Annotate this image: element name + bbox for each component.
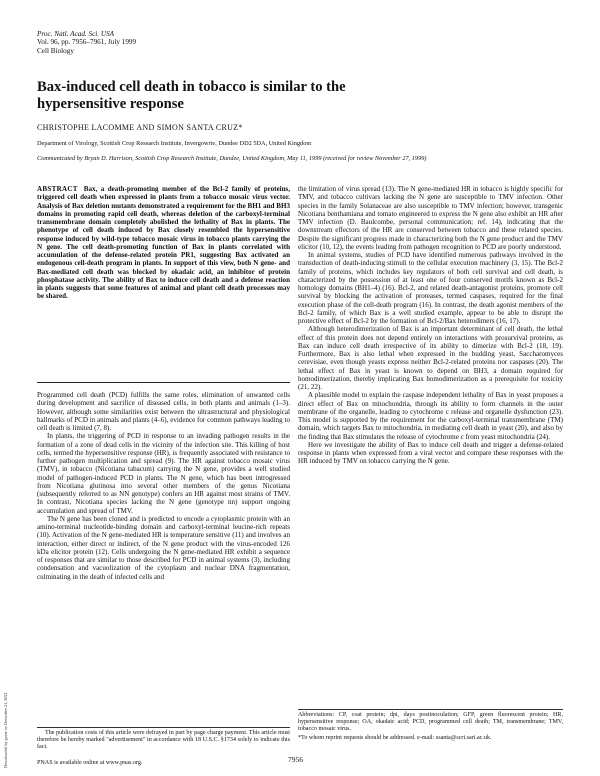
right-column-body xyxy=(298,185,563,466)
correspondence-text: *To whom reprint requests should be addressed. e-mail: ssanta@scri.sari.ac.uk. xyxy=(298,734,492,741)
journal-volume: Vol. 96, pp. 7956–7961, July 1999 xyxy=(37,38,137,47)
paragraph: In animal systems, studies of PCD have identified numerous pathways involved in the transduction of death-inducing stimuli to the cellular execution machinery (3, 15). The Bcl-2 family of proteins, which includes key regulators of both cell survival and cell death, is characterized by the possession of at least one of four conserved motifs known as Bcl-2 homology domains (BH1–4) (16). Bcl-2, and related death-antagonist proteins, promote cell survival by blocking the activation of proteases, termed caspases, required for the final execution phase of the cell-death program (16). In contrast, the death agonist members of the Bcl-2 family, of which Bax is a well studied example, appear to be able to disrupt the protective effect of Bcl-2 by the formation of Bcl-2/Bax heterodimers (16, 17). xyxy=(298,251,563,325)
abstract-divider xyxy=(37,382,290,383)
left-column-body xyxy=(37,391,290,581)
journal-name: Proc. Natl. Acad. Sci. USA xyxy=(37,30,115,38)
authors: CHRISTOPHE LACOMME AND SIMON SANTA CRUZ* xyxy=(37,123,243,132)
paragraph: A plausible model to explain the caspase independent lethality of Bax in yeast proposes a direct effect of Bax on mitochondria, through its ability to form channels in the outer membrane of the organelle, leading to cytochrome c release and organelle dysfunction (23). This model is supported by the requirement for the carboxyl-terminal transmembrane (TM) domain, which targets Bax to mitochondria, in mediating cell death in yeast (20), and also by the finding that Bax stimulates the release of cytochrome c from yeast mitochondria (24). xyxy=(298,391,563,441)
footnote-divider-left xyxy=(37,727,290,728)
abstract xyxy=(37,185,290,301)
pnas-online-note: PNAS is available online at www.pnas.org. xyxy=(37,760,143,766)
communicated-by: Communicated by Bryan D. Harrison, Scottish Crop Research Institute, Dundee, United Kingdom, May 11, 1999 (received for review November 27, 1999) xyxy=(37,155,427,162)
download-watermark xyxy=(3,640,11,770)
abstract-text: Bax, a death-promoting member of the Bcl-2 family of proteins, triggered cell death when expressed in plants from a tobacco mosaic virus vector. Analysis of Bax deletion mutants demonstrated a requirement for the BH1 and BH3 domains in promoting rapid cell death, whereas deletion of the carboxyl-terminal transmembrane domain completely abolished the lethality of Bax in plants. The phenotype of cell death induced by Bax closely resembled the hypersensitive response induced by wild-type tobacco mosaic virus in tobacco plants carrying the N gene. The cell death-promoting function of Bax in plants correlated with accumulation of the defense-related protein PR1, suggesting Bax activated an endogenous cell-death program in plants. In support of this view, both N gene- and Bax-mediated cell death was blocked by okadaic acid, an inhibitor of protein phosphatase activity. The ability of Bax to induce cell death and a defense reaction in plants suggests that some features of animal and plant cell death processes may be shared. xyxy=(37,185,290,301)
affiliation: Department of Virology, Scottish Crop Research Institute, Invergowrie, Dundee DD2 5DA, United Kingdom xyxy=(37,140,312,147)
page-number: 7956 xyxy=(288,755,303,764)
download-watermark-text: Downloaded by guest on December 21, 2021 xyxy=(3,692,8,768)
paragraph: Here we investigate the ability of Bax to induce cell death and trigger a defense-related response in plants when expressed from a viral vector and compare these responses with the HR induced by TMV on tobacco carrying the N gene. xyxy=(298,440,563,466)
paragraph: The N gene has been cloned and is predicted to encode a cytoplasmic protein with an amino-terminal nucleotide-binding domain and carboxyl-terminal leucine-rich repeats (10). Activation of the N gene-mediated HR is temperature sensitive (11) and involves an interaction, either direct or indirect, of the N gene product with the virus-encoded 126 kDa elicitor protein (12). Cells undergoing the N gene-mediated HR exhibit a sequence of responses that are similar to those described for PCD in animal systems (3), including condensation and vacuolization of the cytoplasm and nuclear DNA fragmentation, culminating in the death of infected cells and xyxy=(37,514,290,581)
abbreviations-text: Abbreviations: CP, coat protein; dpi, days postinoculation; GFP, green fluorescent protein; HR, hypersensitive response; OA, okadaic acid; PCD, programmed cell death; TM, transmembrane; TMV, tobacco mosaic virus. xyxy=(298,712,563,733)
paragraph: the limitation of virus spread (13). The N gene-mediated HR in tobacco is highly specific for TMV, and tobacco cultivars lacking the N gene are susceptible to TMV infection. Other species in the family Solanaceae are also susceptible to TMV infection; however, transgenic Nicotiana benthamiana and tomato engineered to express the N gene also exhibit an HR after TMV infection (D. Baulcombe, personal communication; ref. 14), indicating that the downstream effectors of the HR are conserved between tobacco and these related species. Despite the significant progress made in characterizing both the N gene product and the TMV elicitor (10, 12), the events leading from pathogen recognition to PCD are poorly understood. xyxy=(298,185,563,251)
title-line-2: hypersensitive response xyxy=(37,95,184,112)
journal-section: Cell Biology xyxy=(37,46,74,55)
article-title xyxy=(37,79,537,112)
journal-header xyxy=(37,30,136,55)
paragraph: Although heterodimerization of Bax is an important determinant of cell death, the lethal effect of this protein does not depend entirely on interactions with prosurvival proteins, as Bax can induce cell death irrespective of its ability to dimerize with Bcl-2 (18, 19). Furthermore, Bax is also lethal when expressed in the budding yeast, Saccharomyces cerevisiae, even though yeasts express neither Bcl-2-related proteins nor caspases (20). The lethal effect of Bax in yeast is known to depend on BH3, a domain required for homodimerization, thereby implicating Bax homodimerization as a prerequisite for toxicity (21, 22). xyxy=(298,325,563,391)
abbreviations-footnote xyxy=(298,712,563,743)
paragraph: In plants, the triggering of PCD in response to an invading pathogen results in the formation of a zone of dead cells in the vicinity of the infection site. This killing of host cells, termed the hypersensitive response (HR), is frequently associated with resistance to further pathogen multiplication and spread (9). The HR against tobacco mosaic virus (TMV), in tobacco (Nicotiana tabacum) carrying the N gene, provides a well studied model of pathogen-induced PCD in plants. The N gene, which has been introgressed from Nicotiana glutinosa into several other members of the genus Nicotiana (subsequently referred to as NN genotype) confers an HR against most strains of TMV. In contrast, Nicotiana species lacking the N gene (genotype nn) support ongoing accumulation and spread of TMV. xyxy=(37,432,290,515)
paragraph: Programmed cell death (PCD) fulfills the same roles, elimination of unwanted cells during development and sacrifice of diseased cells, in both plants and animals (1–3). However, although some similarities exist between the ultrastructural and physiological hallmarks of PCD in animals and plants (4–6), evidence for common pathways leading to cell death is limited (7, 8). xyxy=(37,391,290,432)
footnote-text: The publication costs of this article were defrayed in part by page charge payment. This article must therefore be hereby marked "advertisement" in accordance with 18 U.S.C. §1734 solely to indicate this fact. xyxy=(37,730,290,751)
title-line-1: Bax-induced cell death in tobacco is similar to the xyxy=(37,79,346,95)
publication-footnote xyxy=(37,730,290,753)
footnote-divider-right xyxy=(298,709,563,710)
abstract-label: ABSTRACT xyxy=(37,185,78,193)
